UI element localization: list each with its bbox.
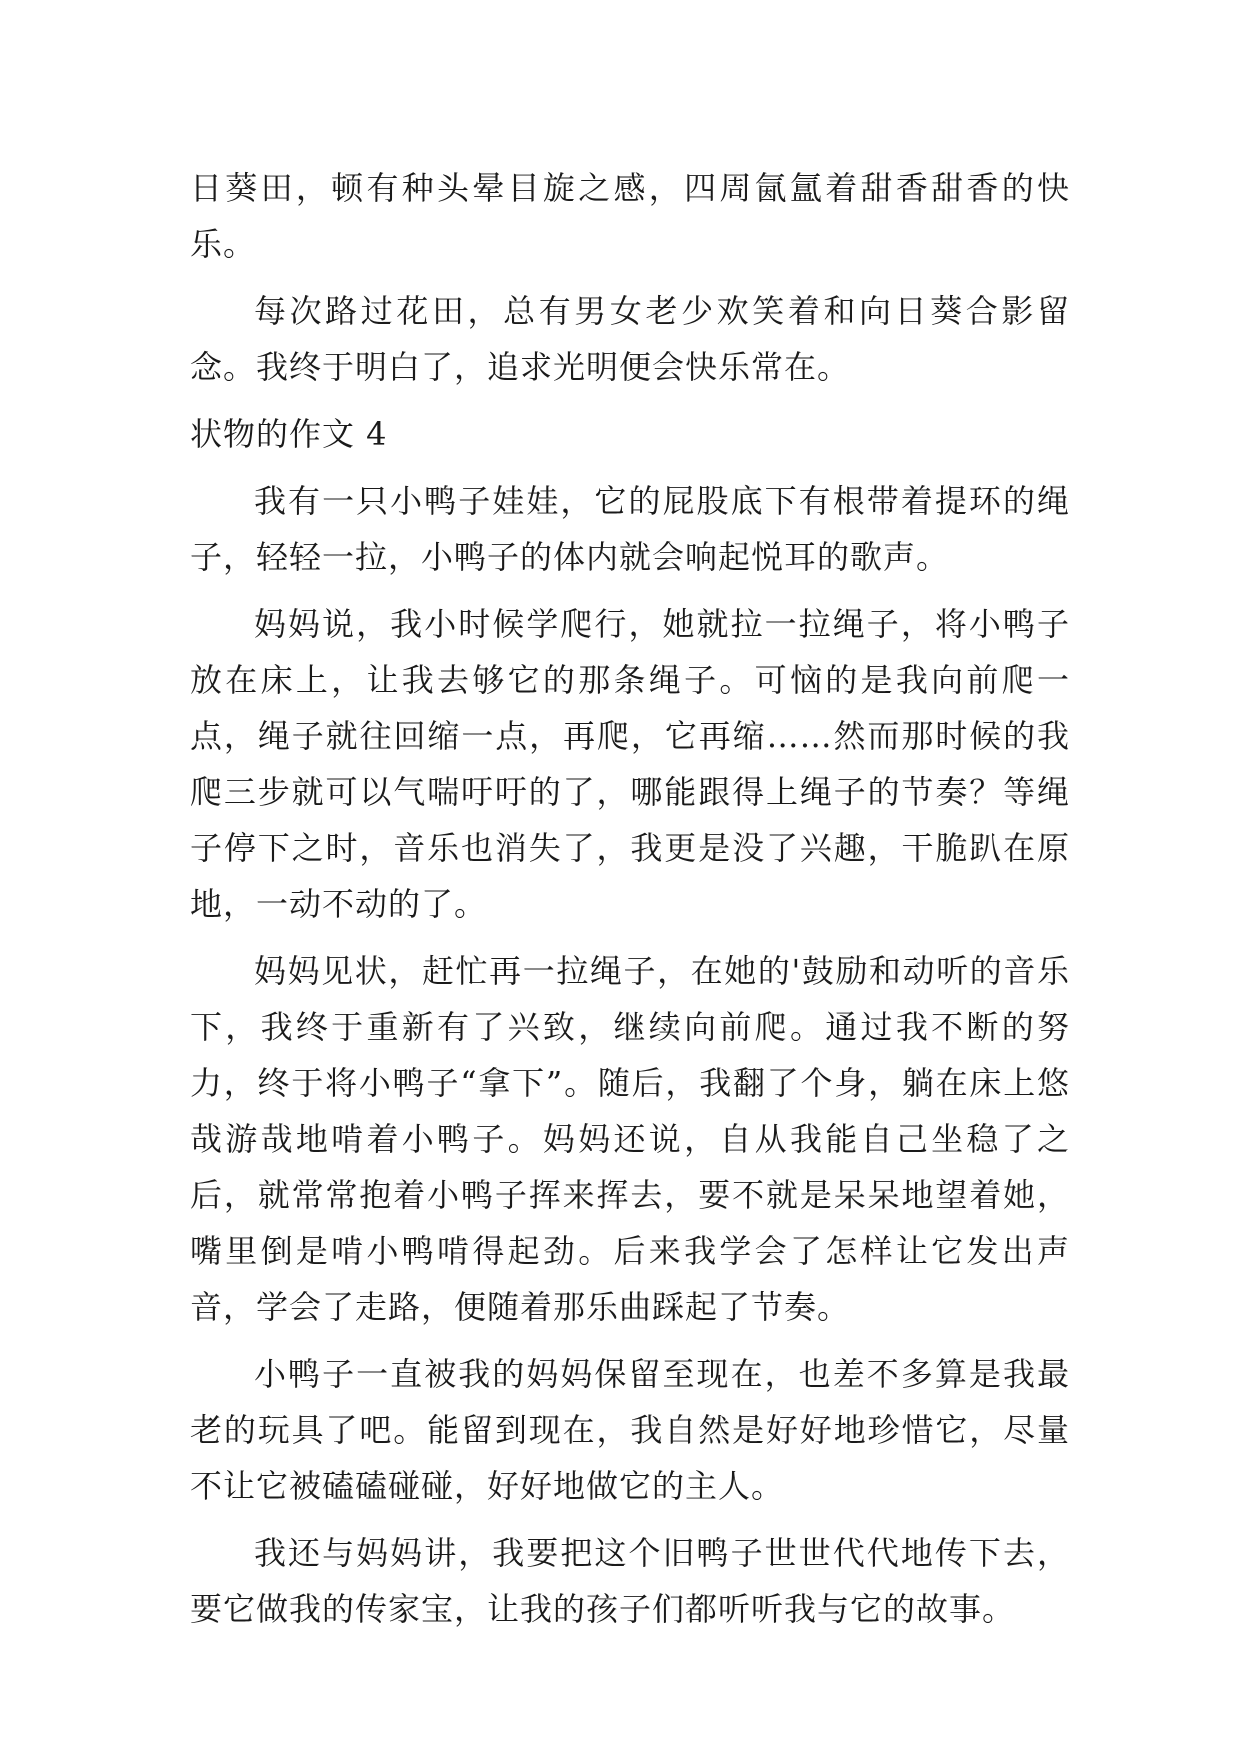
paragraph: 每次路过花田，总有男女老少欢笑着和向日葵合影留念。我终于明白了，追求光明便会快乐常在。	[190, 292, 1070, 386]
paragraph: 小鸭子一直被我的妈妈保留至现在，也差不多算是我最老的玩具了吧。能留到现在，我自然是好好地珍惜它，尽量不让它被磕磕碰碰，好好地做它的主人。	[190, 1355, 1070, 1505]
paragraph: 我还与妈妈讲，我要把这个旧鸭子世世代代地传下去，要它做我的传家宝，让我的孩子们都听听我与它的故事。	[190, 1534, 1070, 1628]
paragraph: 我有一只小鸭子娃娃，它的屁股底下有根带着提环的绳子，轻轻一拉，小鸭子的体内就会响起悦耳的歌声。	[190, 482, 1070, 576]
section-heading: 状物的作文 4	[190, 415, 388, 453]
document-body	[190, 160, 1070, 1648]
paragraph: 妈妈见状，赶忙再一拉绳子，在她的'鼓励和动听的音乐下，我终于重新有了兴致，继续向前爬。通过我不断的努力，终于将小鸭子“拿下”。随后，我翻了个身，躺在床上悠哉游哉地啃着小鸭子。妈妈还说，自从我能自己坐稳了之后，就常常抱着小鸭子挥来挥去，要不就是呆呆地望着她，嘴里倒是啃小鸭啃得起劲。后来我学会了怎样让它发出声音，学会了走路，便随着那乐曲踩起了节奏。	[190, 952, 1070, 1326]
paragraph: 妈妈说，我小时候学爬行，她就拉一拉绳子，将小鸭子放在床上，让我去够它的那条绳子。可恼的是我向前爬一点，绳子就往回缩一点，再爬，它再缩……然而那时候的我爬三步就可以气喘吁吁的了，哪能跟得上绳子的节奏？等绳子停下之时，音乐也消失了，我更是没了兴趣，干脆趴在原地，一动不动的了。	[190, 605, 1070, 923]
paragraph-continuation: 日葵田，顿有种头晕目旋之感，四周氤氲着甜香甜香的快乐。	[190, 169, 1070, 263]
